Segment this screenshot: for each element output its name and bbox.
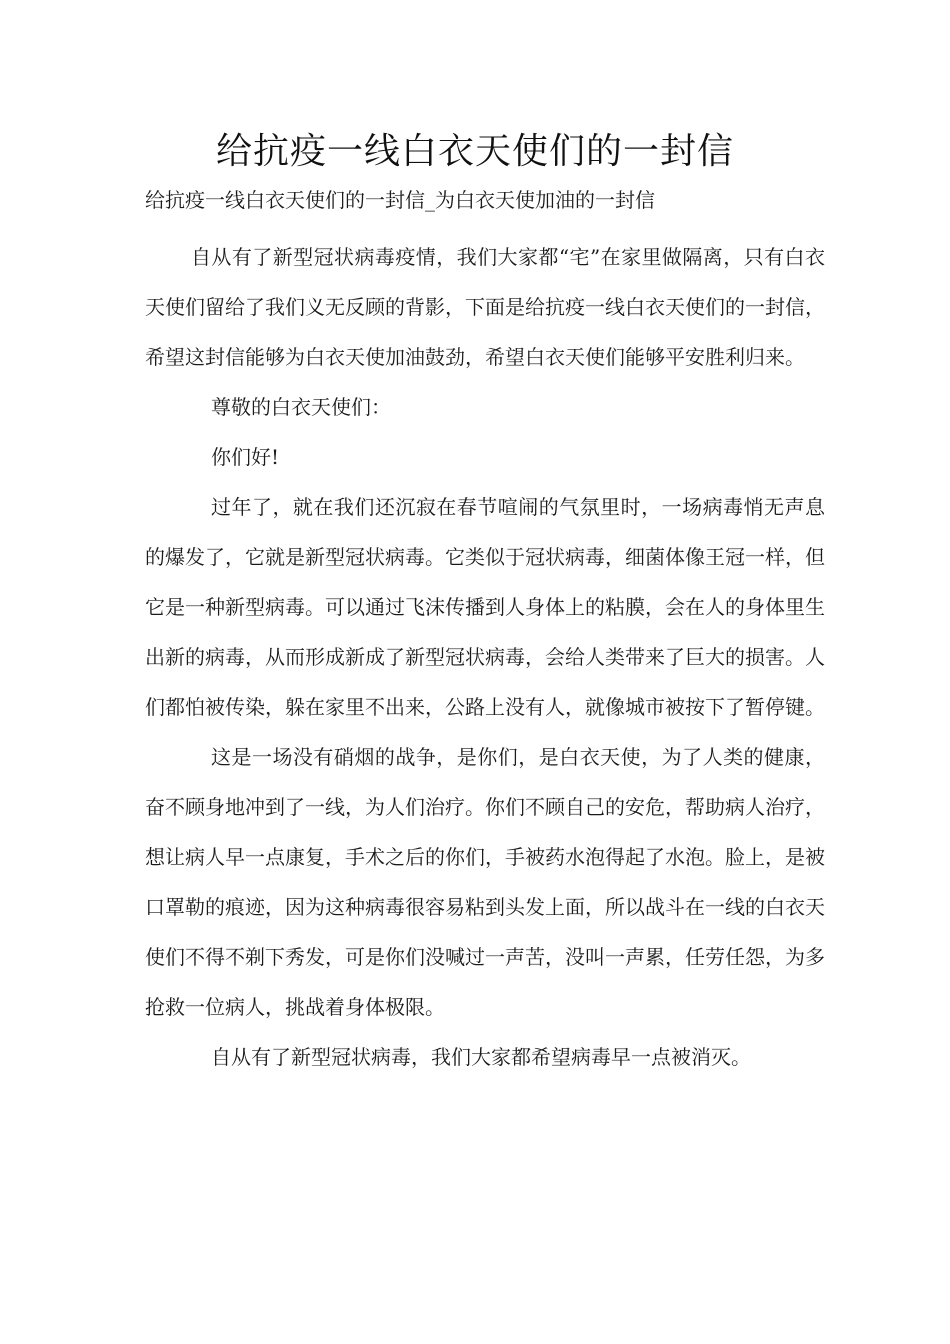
body-paragraph: 自从有了新型冠状病毒，我们大家都希望病毒早一点被消灭。 bbox=[211, 1045, 751, 1069]
document-body bbox=[145, 232, 825, 1082]
intro-paragraph: 自从有了新型冠状病毒疫情，我们大家都“宅”在家里做隔离，只有白衣天使们留给了我们义无反顾的背影，下面是给抗疫一线白衣天使们的一封信，希望这封信能够为白衣天使加油鼓劲，希望白衣天使们能够平安胜利归来。 bbox=[145, 245, 825, 369]
salutation: 尊敬的白衣天使们： bbox=[211, 395, 391, 419]
body-paragraph: 这是一场没有硝烟的战争，是你们，是白衣天使，为了人类的健康，奋不顾身地冲到了一线，为人们治疗。你们不顾自己的安危，帮助病人治疗，想让病人早一点康复，手术之后的你们，手被药水泡得起了水泡。脸上，是被口罩勒的痕迹，因为这种病毒很容易粘到头发上面，所以战斗在一线的白衣天使们不得不剃下秀发，可是你们没喊过一声苦，没叫一声累，任劳任怨，为多抢救一位病人，挑战着身体极限。 bbox=[145, 745, 825, 1019]
document-title: 给抗疫一线白衣天使们的一封信 bbox=[215, 131, 734, 172]
document-subtitle: 给抗疫一线白衣天使们的一封信_为白衣天使加油的一封信 bbox=[145, 188, 655, 212]
body-paragraph: 过年了，就在我们还沉寂在春节喧闹的气氛里时，一场病毒悄无声息的爆发了，它就是新型冠状病毒。它类似于冠状病毒，细菌体像王冠一样，但它是一种新型病毒。可以通过飞沫传播到人身体上的粘膜，会在人的身体里生出新的病毒，从而形成新成了新型冠状病毒，会给人类带来了巨大的损害。人们都怕被传染，躲在家里不出来，公路上没有人，就像城市被按下了暂停键。 bbox=[145, 495, 825, 719]
greeting: 你们好! bbox=[211, 445, 280, 469]
